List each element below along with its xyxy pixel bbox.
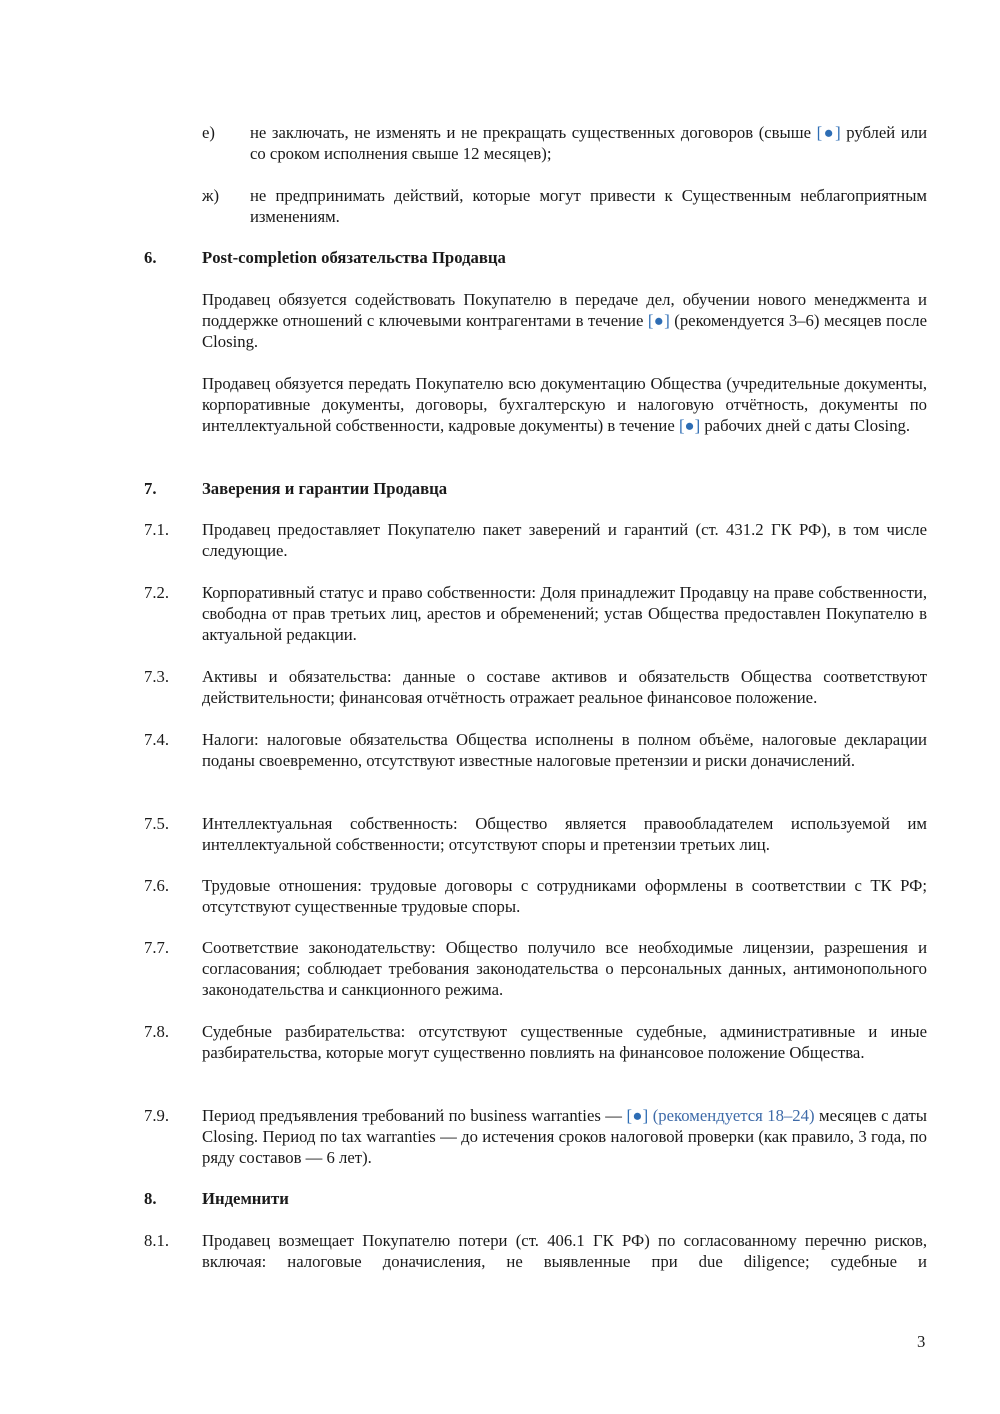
placeholder-marker: [●]	[816, 123, 841, 142]
placeholder-note: (рекомендуется 18–24)	[648, 1106, 815, 1125]
clause-number: 7.8.	[144, 1022, 170, 1041]
clause-text: Интеллектуальная собственность: Общество является правообладателем используемой им интеллектуальной собственности; отсутствуют споры и претензии третьих лиц.	[202, 814, 927, 854]
list-item-e	[144, 122, 927, 164]
section-heading-8	[144, 1188, 927, 1209]
clause-text: Трудовые отношения: трудовые договоры с сотрудниками оформлены в соответствии с ТК РФ; отсутствуют существенные трудовые споры.	[202, 876, 927, 916]
list-item-zh	[144, 185, 927, 227]
list-item-text: не предпринимать действий, которые могут привести к Существенным неблагоприятным изменениям.	[250, 186, 927, 226]
list-item-marker: ж)	[202, 186, 220, 205]
clause-text: Судебные разбирательства: отсутствуют существенные судебные, административные и иные разбирательства, которые могут существенно повлиять на финансовое положение Общества.	[202, 1022, 927, 1062]
clause-number: 7.3.	[144, 667, 170, 686]
clause-7-9	[144, 1105, 927, 1168]
clause-7-7	[144, 937, 927, 1000]
clause-number: 7.9.	[144, 1106, 170, 1125]
section-number: 6.	[144, 248, 157, 267]
section-title: Индемнити	[202, 1189, 289, 1208]
paragraph-6-1: Продавец обязуется содействовать Покупателю в передаче дел, обучении нового менеджмента и поддержке отношений с ключевыми контрагентами в течение [●] (рекомендуется 3–6) месяцев после Closing.	[202, 290, 927, 351]
section-number: 7.	[144, 479, 157, 498]
page-number: 3	[917, 1332, 926, 1351]
clause-7-4	[144, 729, 927, 771]
clause-7-8	[144, 1021, 927, 1063]
clause-7-2	[144, 582, 927, 645]
clause-number: 7.2.	[144, 583, 170, 602]
section-heading-6	[144, 247, 927, 268]
clause-text: Продавец возмещает Покупателю потери (ст. 406.1 ГК РФ) по согласованному перечню рисков, включая: налоговые доначисления, не выявленные при due diligence; судебные и	[202, 1231, 927, 1271]
clause-text: Налоги: налоговые обязательства Общества исполнены в полном объёме, налоговые декларации поданы своевременно, отсутствуют известные налоговые претензии и риски доначислений.	[202, 730, 927, 770]
clause-text: Продавец предоставляет Покупателю пакет заверений и гарантий (ст. 431.2 ГК РФ), в том числе следующие.	[202, 520, 927, 560]
clause-number: 7.5.	[144, 814, 170, 833]
placeholder-marker: [●]	[626, 1106, 649, 1125]
section-title: Post-completion обязательства Продавца	[202, 248, 506, 267]
clause-number: 7.1.	[144, 520, 170, 539]
section-title: Заверения и гарантии Продавца	[202, 479, 448, 498]
clause-text: Корпоративный статус и право собственности: Доля принадлежит Продавцу на праве собственности, свободна от прав третьих лиц, арестов и обременений; устав Общества предоставлен Покупателю в актуальной редакции.	[202, 583, 927, 644]
clause-number: 7.6.	[144, 876, 170, 895]
clause-text: Период предъявления требований по business warranties — [●] (рекомендуется 18–24) месяцев с даты Closing. Период по tax warranties — до истечения сроков налоговой проверки (как правило, 3 года, по ряду составов — 6 лет).	[202, 1106, 927, 1167]
clause-text: Активы и обязательства: данные о составе активов и обязательств Общества соответствуют действительности; финансовая отчётность отражает реальное финансовое положение.	[202, 667, 927, 707]
clause-number: 8.1.	[144, 1231, 170, 1250]
clause-7-1	[144, 519, 927, 561]
clause-7-5	[144, 813, 927, 855]
section-heading-7	[144, 478, 927, 499]
section-number: 8.	[144, 1189, 157, 1208]
clause-number: 7.7.	[144, 938, 170, 957]
clause-text: Соответствие законодательству: Общество получило все необходимые лицензии, разрешения и согласования; соблюдает требования законодательства о персональных данных, антимонопольного законодательства и санкционного режима.	[202, 938, 927, 999]
clause-number: 7.4.	[144, 730, 170, 749]
paragraph-6-2: Продавец обязуется передать Покупателю всю документацию Общества (учредительные документы, корпоративные документы, договоры, бухгалтерскую и налоговую отчётность, документы по интеллектуальной собственности, кадровые документы) в течение [●] рабочих дней с даты Closing.	[202, 374, 927, 435]
placeholder-marker: [●]	[647, 311, 670, 330]
list-item-marker: е)	[202, 123, 215, 142]
clause-7-6	[144, 875, 927, 917]
clause-7-3	[144, 666, 927, 708]
placeholder-marker: [●]	[678, 416, 701, 435]
clause-8-1	[144, 1230, 927, 1272]
list-item-text: не заключать, не изменять и не прекращать существенных договоров (свыше [●] рублей или со сроком исполнения свыше 12 месяцев);	[250, 123, 927, 163]
